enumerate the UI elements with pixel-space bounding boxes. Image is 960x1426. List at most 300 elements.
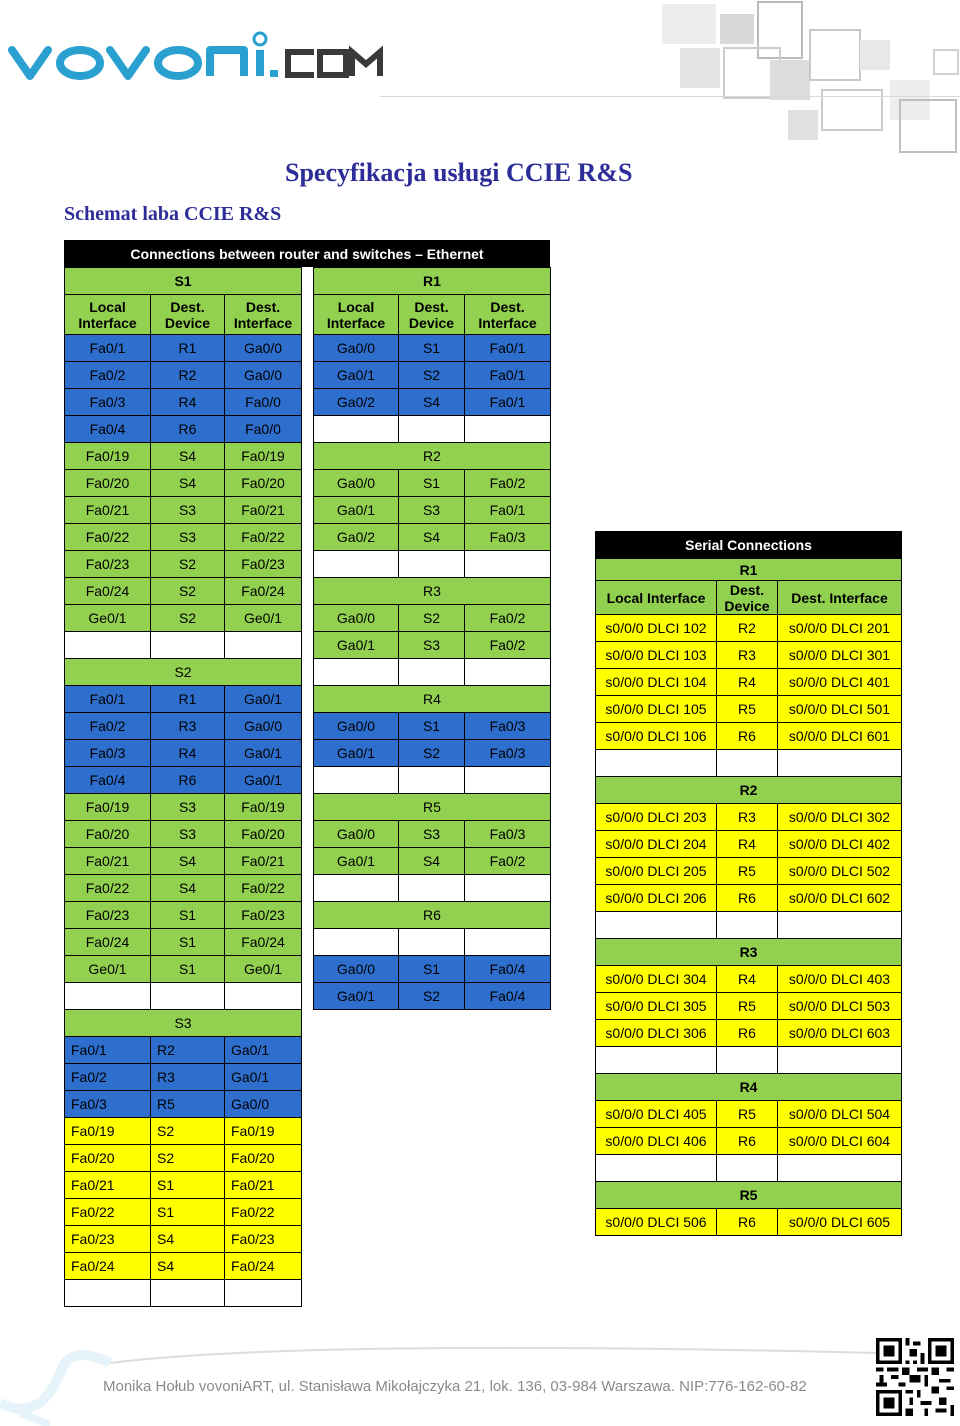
table-row (65, 416, 302, 443)
device-header-r2 (596, 777, 902, 804)
device-header-r4 (596, 1074, 902, 1101)
table-row (596, 993, 902, 1020)
table-cell: Fa0/2 (465, 848, 551, 875)
table-row (314, 821, 551, 848)
table-cell (399, 416, 465, 443)
table-cell: Ga0/1 (314, 632, 399, 659)
table-row (65, 362, 302, 389)
table-cell: Fa0/24 (225, 929, 302, 956)
table-cell: s0/0/0 DLCI 106 (596, 723, 717, 750)
table-row (65, 956, 302, 983)
table-cell: S1 (399, 956, 465, 983)
table-row (65, 578, 302, 605)
table-row (65, 740, 302, 767)
qr-code (876, 1338, 954, 1416)
table-cell: S1 (151, 956, 225, 983)
table-cell: Ga0/1 (225, 740, 302, 767)
table-row (65, 551, 302, 578)
vovoni-logo (8, 30, 388, 82)
table-row (314, 767, 551, 794)
serial-connections-table (595, 531, 902, 1236)
table-cell: S3 (151, 794, 225, 821)
table-cell: Fa0/21 (65, 497, 151, 524)
table-cell (225, 632, 302, 659)
table-cell: s0/0/0 DLCI 305 (596, 993, 717, 1020)
table-cell: Fa0/21 (65, 1172, 151, 1199)
table-cell: Fa0/3 (465, 740, 551, 767)
table-cell (314, 767, 399, 794)
table-cell: s0/0/0 DLCI 103 (596, 642, 717, 669)
table-cell: Fa0/20 (65, 1145, 151, 1172)
table-cell: Fa0/0 (225, 416, 302, 443)
table-cell: S3 (151, 497, 225, 524)
table-cell: R4 (717, 966, 778, 993)
table-row (596, 858, 902, 885)
table-cell (151, 983, 225, 1010)
table-cell: Fa0/4 (465, 956, 551, 983)
table-cell: Fa0/22 (225, 524, 302, 551)
table-cell: s0/0/0 DLCI 402 (778, 831, 902, 858)
table-cell (596, 750, 717, 777)
table-cell: R5 (717, 1101, 778, 1128)
table-cell (314, 659, 399, 686)
table-cell: Ga0/0 (225, 362, 302, 389)
table-cell: Fa0/20 (65, 470, 151, 497)
table-cell (717, 1047, 778, 1074)
table-cell: S4 (151, 848, 225, 875)
table-row (65, 1064, 302, 1091)
table-cell: R4 (151, 740, 225, 767)
table-cell: Fa0/2 (465, 632, 551, 659)
table-row (65, 470, 302, 497)
table-row (314, 551, 551, 578)
table-cell: R5 (151, 1091, 225, 1118)
table-row (314, 605, 551, 632)
table-row (596, 1101, 902, 1128)
table-cell (65, 983, 151, 1010)
table-cell: Fa0/24 (65, 578, 151, 605)
table-cell (717, 1155, 778, 1182)
table-cell: S3 (399, 821, 465, 848)
table-cell (399, 767, 465, 794)
table-cell: s0/0/0 DLCI 302 (778, 804, 902, 831)
table-cell: Ge0/1 (225, 956, 302, 983)
table-cell: R6 (717, 885, 778, 912)
table-cell: S1 (151, 1172, 225, 1199)
table-cell: Fa0/4 (65, 767, 151, 794)
table-cell: Fa0/19 (225, 794, 302, 821)
table-cell: R3 (151, 713, 225, 740)
table-cell: s0/0/0 DLCI 504 (778, 1101, 902, 1128)
device-header-s3 (65, 1010, 302, 1037)
table-row (596, 615, 902, 642)
column-header-row (596, 581, 902, 615)
table-row (65, 1199, 302, 1226)
table-cell: R1 (314, 268, 551, 295)
table-cell: R4 (717, 831, 778, 858)
table-row (596, 723, 902, 750)
table-cell: Ga0/1 (225, 1064, 302, 1091)
table-cell: Fa0/22 (225, 875, 302, 902)
table-cell: s0/0/0 DLCI 206 (596, 885, 717, 912)
table-cell: S3 (151, 524, 225, 551)
table-cell: s0/0/0 DLCI 204 (596, 831, 717, 858)
decorative-squares (660, 0, 960, 160)
table-cell: S1 (151, 929, 225, 956)
table-cell: R3 (717, 642, 778, 669)
table-cell: Fa0/3 (65, 1091, 151, 1118)
table-row (596, 831, 902, 858)
table-cell (717, 912, 778, 939)
table-cell: Ga0/0 (314, 956, 399, 983)
table-cell: S3 (399, 632, 465, 659)
table-cell: Fa0/23 (65, 551, 151, 578)
table-cell: R2 (151, 362, 225, 389)
table-cell: Ga0/2 (314, 389, 399, 416)
table-cell: S1 (151, 1199, 225, 1226)
table-cell: Fa0/21 (65, 848, 151, 875)
page-subtitle: Schemat laba CCIE R&S (64, 203, 282, 225)
table-cell (65, 1280, 151, 1307)
table-cell: R2 (314, 443, 551, 470)
table-cell: Ga0/0 (314, 470, 399, 497)
footer-address: Monika Hołub vovoniART, ul. Stanisława Mikołajczyka 21, lok. 136, 03-984 Warszawa. NIP:776-162-60-82 (103, 1378, 807, 1395)
table-cell: S3 (399, 497, 465, 524)
table-cell: S2 (399, 605, 465, 632)
table-cell: R4 (717, 669, 778, 696)
table-row (596, 1020, 902, 1047)
table-cell: R1 (151, 686, 225, 713)
table-cell (465, 659, 551, 686)
table-cell (596, 1155, 717, 1182)
table-row (596, 1128, 902, 1155)
table-row (314, 713, 551, 740)
table-cell: Ga0/0 (225, 713, 302, 740)
table-cell: Fa0/3 (465, 524, 551, 551)
table-row (596, 1155, 902, 1182)
table-cell: s0/0/0 DLCI 105 (596, 696, 717, 723)
table-cell: R3 (314, 578, 551, 605)
ethernet-table-title: Connections between router and switches – Ethernet (64, 240, 550, 267)
device-header-r3 (314, 578, 551, 605)
table-cell: Fa0/22 (65, 524, 151, 551)
table-cell: R4 (151, 389, 225, 416)
table-cell: S3 (151, 821, 225, 848)
table-cell: Fa0/24 (65, 1253, 151, 1280)
device-header-s1 (65, 268, 302, 295)
table-cell: Ga0/0 (225, 1091, 302, 1118)
table-cell: Dest. Device (399, 295, 465, 335)
table-cell: S4 (151, 443, 225, 470)
table-cell: R5 (314, 794, 551, 821)
table-cell: s0/0/0 DLCI 601 (778, 723, 902, 750)
table-row (314, 497, 551, 524)
table-cell: s0/0/0 DLCI 203 (596, 804, 717, 831)
table-cell: Dest. Interface (225, 295, 302, 335)
device-header-r4 (314, 686, 551, 713)
table-cell: Ge0/1 (225, 605, 302, 632)
table-cell (225, 983, 302, 1010)
table-cell (399, 875, 465, 902)
table-cell: s0/0/0 DLCI 306 (596, 1020, 717, 1047)
table-cell: S1 (65, 268, 302, 295)
table-cell: Fa0/21 (225, 848, 302, 875)
table-row (65, 794, 302, 821)
table-cell: Fa0/22 (65, 1199, 151, 1226)
table-cell: s0/0/0 DLCI 502 (778, 858, 902, 885)
table-cell: R6 (314, 902, 551, 929)
table-cell: Local Interface (596, 581, 717, 615)
table-cell: Fa0/20 (225, 821, 302, 848)
table-row (314, 929, 551, 956)
table-cell: S4 (151, 1253, 225, 1280)
table-row (65, 902, 302, 929)
table-cell: Fa0/19 (65, 443, 151, 470)
table-cell: Fa0/24 (225, 1253, 302, 1280)
table-row (65, 713, 302, 740)
table-cell: R6 (151, 416, 225, 443)
table-cell: s0/0/0 DLCI 406 (596, 1128, 717, 1155)
column-header-row (65, 295, 302, 335)
table-cell: Fa0/2 (65, 362, 151, 389)
table-cell: S4 (399, 848, 465, 875)
table-cell: Fa0/22 (225, 1199, 302, 1226)
table-cell: Ga0/1 (314, 740, 399, 767)
table-cell: Ge0/1 (65, 605, 151, 632)
table-cell: R2 (151, 1037, 225, 1064)
table-row (314, 335, 551, 362)
table-cell (465, 551, 551, 578)
device-header-r1 (314, 268, 551, 295)
table-cell: R2 (717, 615, 778, 642)
table-cell: Ga0/1 (314, 983, 399, 1010)
table-row (596, 1047, 902, 1074)
column-header-row (314, 295, 551, 335)
table-cell: s0/0/0 DLCI 503 (778, 993, 902, 1020)
table-row (65, 1118, 302, 1145)
table-cell: S3 (65, 1010, 302, 1037)
table-cell (225, 1280, 302, 1307)
table-cell: Ga0/1 (225, 1037, 302, 1064)
table-row (65, 1145, 302, 1172)
table-cell: s0/0/0 DLCI 201 (778, 615, 902, 642)
table-cell: Fa0/3 (65, 389, 151, 416)
table-cell (717, 750, 778, 777)
table-row (65, 524, 302, 551)
ethernet-switch-table (64, 240, 302, 1307)
table-cell: S2 (399, 983, 465, 1010)
table-row (65, 389, 302, 416)
table-cell: S4 (151, 470, 225, 497)
ethernet-router-table (313, 267, 551, 1010)
table-cell: Ga0/1 (225, 767, 302, 794)
table-cell: Fa0/23 (65, 902, 151, 929)
table-cell: Ga0/0 (314, 713, 399, 740)
table-cell: Fa0/21 (225, 1172, 302, 1199)
table-cell: S1 (399, 713, 465, 740)
table-cell: Local Interface (314, 295, 399, 335)
table-cell: Fa0/23 (225, 551, 302, 578)
table-cell: R1 (596, 559, 902, 581)
table-cell: Fa0/20 (225, 1145, 302, 1172)
table-cell (65, 632, 151, 659)
table-cell: Ga0/1 (314, 848, 399, 875)
table-cell: Dest. Interface (778, 581, 902, 615)
table-row (314, 524, 551, 551)
device-header-r5 (596, 1182, 902, 1209)
table-cell: R1 (151, 335, 225, 362)
table-cell: Fa0/1 (465, 497, 551, 524)
table-cell: S1 (151, 902, 225, 929)
table-cell: Fa0/0 (225, 389, 302, 416)
table-cell: s0/0/0 DLCI 604 (778, 1128, 902, 1155)
table-cell: Fa0/3 (465, 713, 551, 740)
table-cell: Fa0/1 (65, 1037, 151, 1064)
table-row (65, 443, 302, 470)
table-row (65, 1037, 302, 1064)
table-cell (151, 1280, 225, 1307)
table-cell (465, 875, 551, 902)
table-cell: s0/0/0 DLCI 605 (778, 1209, 902, 1236)
table-row (314, 362, 551, 389)
table-cell: R5 (717, 696, 778, 723)
table-cell: Ga0/0 (314, 605, 399, 632)
table-cell: s0/0/0 DLCI 401 (778, 669, 902, 696)
table-cell: Fa0/19 (65, 794, 151, 821)
table-cell: Ga0/1 (314, 362, 399, 389)
table-row (314, 632, 551, 659)
table-cell: R5 (717, 858, 778, 885)
table-cell: S2 (151, 605, 225, 632)
table-row (596, 912, 902, 939)
table-cell: S2 (65, 659, 302, 686)
table-row (596, 966, 902, 993)
table-cell: Fa0/2 (465, 470, 551, 497)
table-cell: Fa0/2 (65, 1064, 151, 1091)
table-cell (778, 912, 902, 939)
table-cell: s0/0/0 DLCI 102 (596, 615, 717, 642)
device-header-r1 (596, 559, 902, 581)
table-cell: R6 (151, 767, 225, 794)
table-cell: S4 (151, 1226, 225, 1253)
table-row (65, 767, 302, 794)
table-row (65, 335, 302, 362)
table-cell (465, 929, 551, 956)
table-cell: S1 (399, 470, 465, 497)
table-row (65, 686, 302, 713)
table-cell: Fa0/3 (465, 821, 551, 848)
table-row (65, 632, 302, 659)
table-cell: S2 (399, 740, 465, 767)
table-cell (151, 632, 225, 659)
table-cell: Fa0/1 (65, 335, 151, 362)
table-row (596, 642, 902, 669)
table-cell: S2 (399, 362, 465, 389)
table-cell: Ga0/1 (314, 497, 399, 524)
table-cell: R6 (717, 1020, 778, 1047)
table-cell: Fa0/20 (65, 821, 151, 848)
table-row (65, 875, 302, 902)
table-cell: s0/0/0 DLCI 301 (778, 642, 902, 669)
table-cell (778, 750, 902, 777)
table-cell: R5 (596, 1182, 902, 1209)
table-row (596, 804, 902, 831)
table-cell: s0/0/0 DLCI 501 (778, 696, 902, 723)
table-cell (778, 1155, 902, 1182)
table-cell: Fa0/24 (65, 929, 151, 956)
table-row (65, 1253, 302, 1280)
table-cell: Fa0/1 (65, 686, 151, 713)
table-cell: R6 (717, 1209, 778, 1236)
table-cell: Fa0/4 (465, 983, 551, 1010)
table-cell (778, 1047, 902, 1074)
table-cell: S2 (151, 551, 225, 578)
table-cell: Ga0/2 (314, 524, 399, 551)
table-cell: Fa0/4 (65, 416, 151, 443)
table-row (596, 750, 902, 777)
table-cell: Ga0/1 (225, 686, 302, 713)
table-cell (314, 929, 399, 956)
table-cell: s0/0/0 DLCI 205 (596, 858, 717, 885)
table-cell: s0/0/0 DLCI 403 (778, 966, 902, 993)
table-cell: Fa0/19 (225, 443, 302, 470)
table-cell: S2 (151, 578, 225, 605)
table-row (314, 983, 551, 1010)
table-cell: s0/0/0 DLCI 506 (596, 1209, 717, 1236)
table-row (65, 1226, 302, 1253)
table-cell: Dest. Interface (465, 295, 551, 335)
table-row (65, 821, 302, 848)
table-cell: R6 (717, 723, 778, 750)
table-cell: Fa0/21 (225, 497, 302, 524)
serial-title-row (596, 532, 902, 559)
table-cell: R3 (717, 804, 778, 831)
table-cell: Ga0/0 (314, 821, 399, 848)
table-row (65, 1091, 302, 1118)
table-cell: Fa0/22 (65, 875, 151, 902)
device-header-r2 (314, 443, 551, 470)
table-row (314, 848, 551, 875)
table-cell: R4 (314, 686, 551, 713)
table-cell: Fa0/23 (65, 1226, 151, 1253)
table-row (65, 1172, 302, 1199)
table-cell: Local Interface (65, 295, 151, 335)
device-header-r3 (596, 939, 902, 966)
table-cell (399, 551, 465, 578)
table-cell: Fa0/19 (65, 1118, 151, 1145)
table-row (314, 659, 551, 686)
device-header-r6 (314, 902, 551, 929)
table-cell (596, 1047, 717, 1074)
table-cell: Fa0/1 (465, 389, 551, 416)
table-row (314, 389, 551, 416)
table-row (65, 848, 302, 875)
table-cell: Fa0/23 (225, 1226, 302, 1253)
table-cell: Fa0/23 (225, 902, 302, 929)
table-row (596, 1209, 902, 1236)
table-cell: Fa0/1 (465, 335, 551, 362)
table-cell: R3 (151, 1064, 225, 1091)
table-cell: s0/0/0 DLCI 603 (778, 1020, 902, 1047)
table-cell (399, 659, 465, 686)
table-row (314, 875, 551, 902)
table-cell: S4 (151, 875, 225, 902)
table-cell (399, 929, 465, 956)
table-cell (596, 912, 717, 939)
table-cell: s0/0/0 DLCI 405 (596, 1101, 717, 1128)
table-cell: Ge0/1 (65, 956, 151, 983)
device-header-s2 (65, 659, 302, 686)
